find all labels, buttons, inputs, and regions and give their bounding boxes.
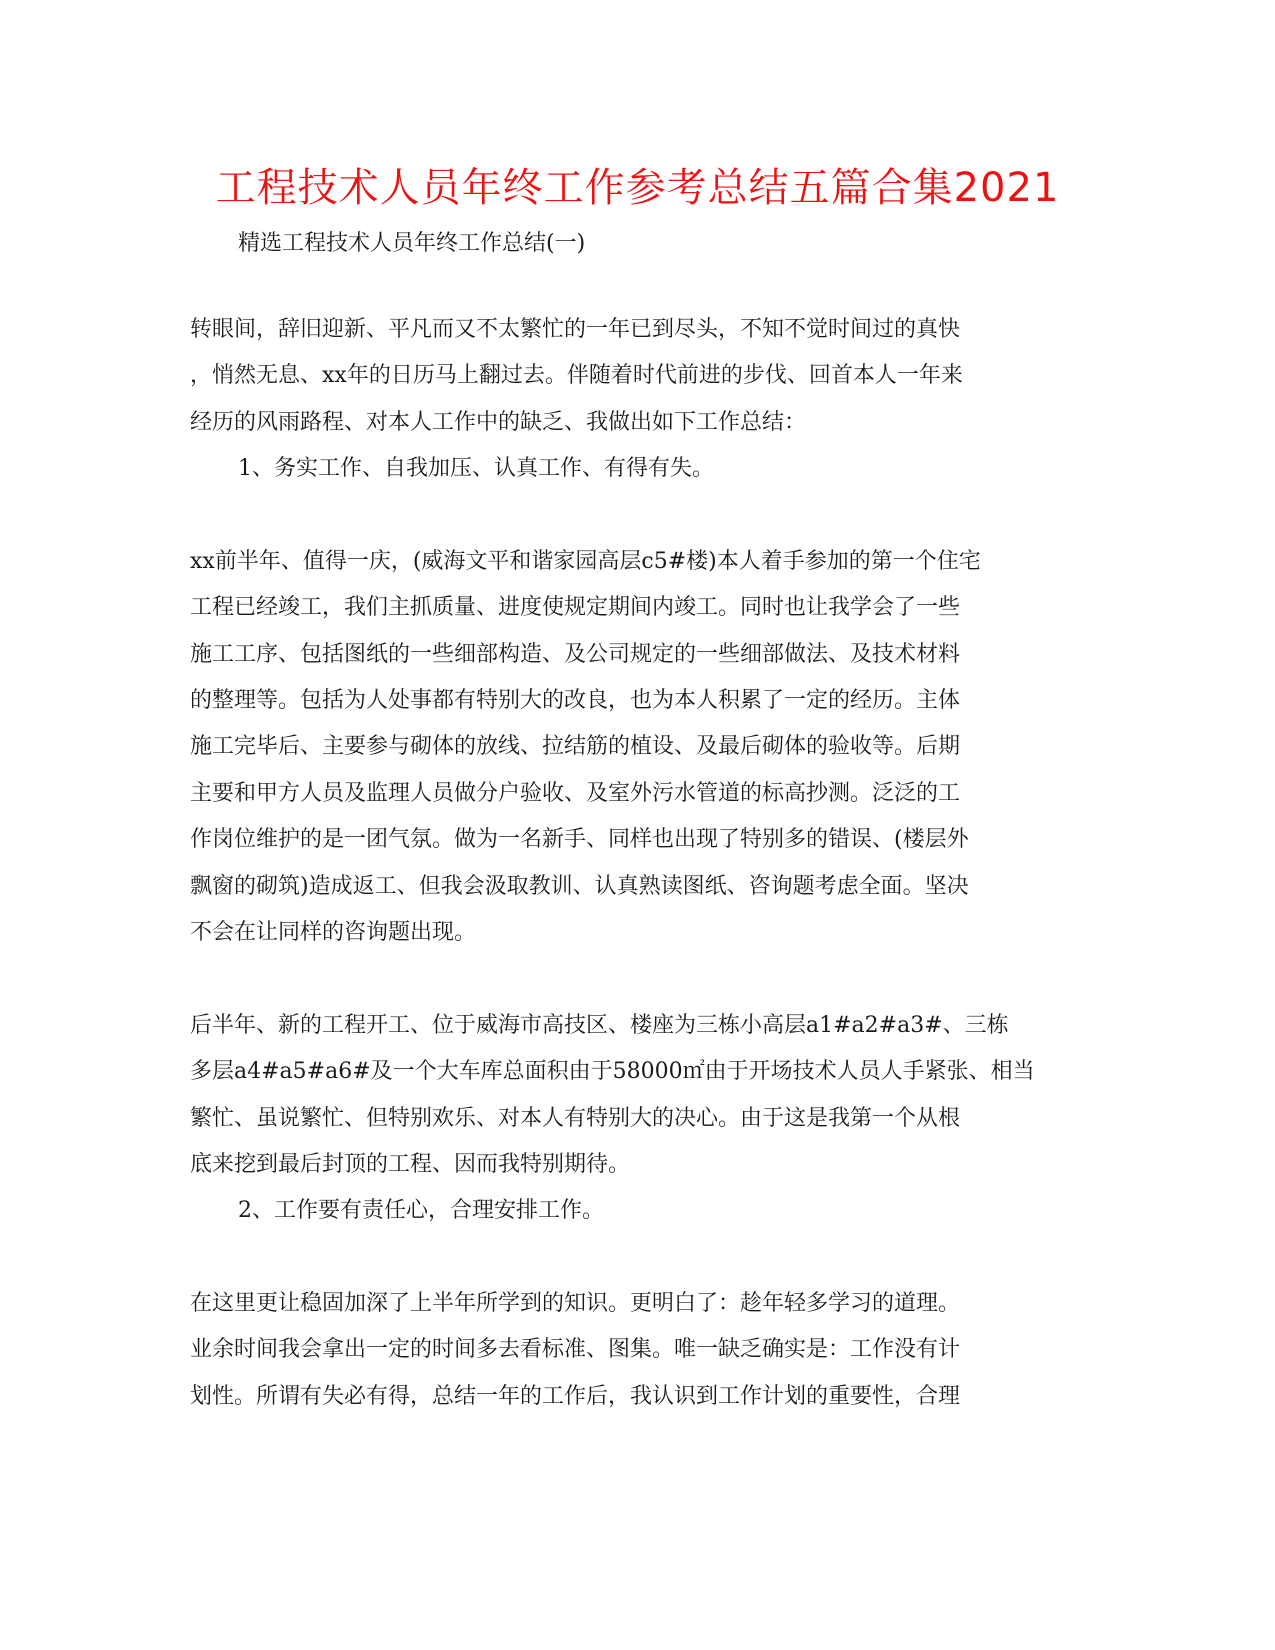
text-line: 后半年、新的工程开工、位于威海市高技区、楼座为三栋小高层a1#a2#a3#、三栋 xyxy=(190,1013,1009,1038)
text-line: 繁忙、虽说繁忙、但特别欢乐、对本人有特别大的决心。由于这是我第一个从根 xyxy=(190,1106,961,1131)
document-subtitle: 精选工程技术人员年终工作总结(一) xyxy=(238,231,586,256)
text-line: 施工工序、包括图纸的一些细部构造、及公司规定的一些细部做法、及技术材料 xyxy=(190,642,961,667)
text-line: 主要和甲方人员及监理人员做分户验收、及室外污水管道的标高抄测。泛泛的工 xyxy=(190,781,961,806)
text-line: 飘窗的砌筑)造成返工、但我会汲取教训、认真熟读图纸、咨询题考虑全面。坚决 xyxy=(190,874,969,899)
section-heading: 2、工作要有责任心，合理安排工作。 xyxy=(238,1198,604,1223)
text-line: 施工完毕后、主要参与砌体的放线、拉结筋的植设、及最后砌体的验收等。后期 xyxy=(190,734,961,759)
text-line: 不会在让同样的咨询题出现。 xyxy=(190,920,477,945)
text-line: 在这里更让稳固加深了上半年所学到的知识。更明白了：趁年轻多学习的道理。 xyxy=(190,1291,961,1316)
text-line: 业余时间我会拿出一定的时间多去看标准、图集。唯一缺乏确实是：工作没有计 xyxy=(190,1337,961,1362)
text-line: 作岗位维护的是一团气氛。做为一名新手、同样也出现了特别多的错误、(楼层外 xyxy=(190,827,969,852)
document-title: 工程技术人员年终工作参考总结五篇合集2021 xyxy=(215,165,1060,211)
text-line: 底来挖到最后封顶的工程、因而我特别期待。 xyxy=(190,1152,631,1177)
text-line: 工程已经竣工，我们主抓质量、进度使规定期间内竣工。同时也让我学会了一些 xyxy=(190,595,961,620)
text-line: 多层a4#a5#a6#及一个大车库总面积由于58000㎡由于开场技术人员人手紧张、相当 xyxy=(190,1059,1035,1084)
text-line: ，悄然无息、xx年的日历马上翻过去。伴随着时代前进的步伐、回首本人一年来 xyxy=(190,363,963,388)
text-line: 转眼间，辞旧迎新、平凡而又不太繁忙的一年已到尽头，不知不觉时间过的真快 xyxy=(190,317,961,342)
text-line: 经历的风雨路程、对本人工作中的缺乏、我做出如下工作总结： xyxy=(190,410,807,435)
text-line: 划性。所谓有失必有得，总结一年的工作后，我认识到工作计划的重要性，合理 xyxy=(190,1384,961,1409)
text-line: xx前半年、值得一庆，(威海文平和谐家园高层c5#楼)本人着手参加的第一个住宅 xyxy=(190,549,981,574)
text-line: 的整理等。包括为人处事都有特别大的改良，也为本人积累了一定的经历。主体 xyxy=(190,688,961,713)
section-heading: 1、务实工作、自我加压、认真工作、有得有失。 xyxy=(238,456,714,481)
